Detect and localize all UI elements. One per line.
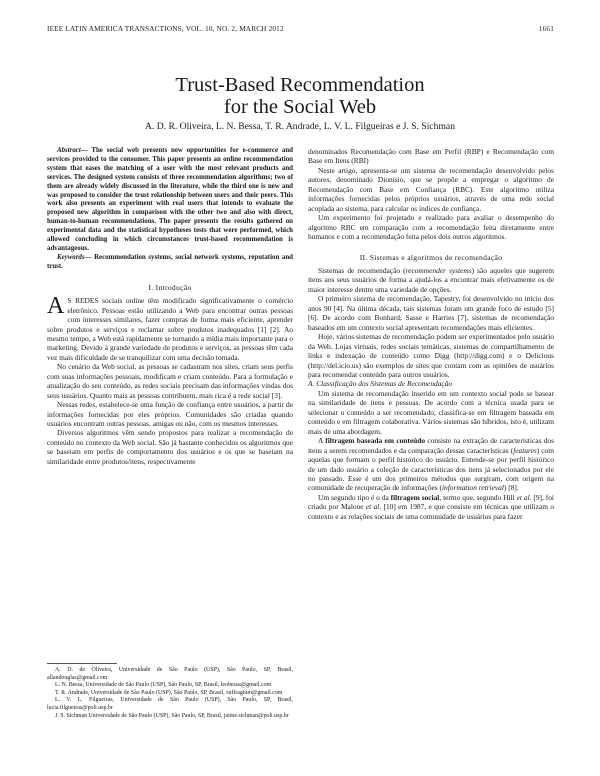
italic-term: information retrieval [442, 483, 504, 493]
italic-term: et al. [365, 502, 382, 512]
subsection-a-paragraph-2 [308, 436, 554, 493]
intro-paragraph-2: No cenário da Web social, as pessoas se cadastram nos sites, criam seus perfis com suas informações pessoais, modificam e criam conteúdo. Para a formulação e atualização do seu conteúdo, as redes sociais precisam das informações vindas dos seus usuários. Quanto mais as pessoas contribuem, mais rica é a rede social [3]. [47, 362, 293, 400]
section2-paragraph-1 [308, 266, 554, 294]
bold-term: filtragem social [390, 492, 440, 502]
italic-term: et al. [516, 492, 532, 502]
footnote-author-2: L. N. Bessa, Universidade de São Paulo (USP), São Paulo, SP, Brasil, leobessa@gmail.com [55, 682, 272, 689]
text-run: ) [8]. [503, 483, 519, 493]
title-line-1: Trust-Based Recommendation [175, 74, 425, 96]
intro-paragraph-1-text: S REDES sociais online têm modificado significativamente o comércio eletrônico. Pessoas estão utilizando a Web para encontrar outras pessoas com interesses similares, fazer compras de forma mais eficiente, aprender sobre produtos e serviços e reclamar sobre produtos inadequados [1] [2]. Ao mesmo tempo, a Web está rapidamente se tornando a mídia mais importante para o marketing. Devido à grande variedade de produtos e serviços, as pessoas têm cada vez mais dificuldade de se tranquilizar com uma decisão tomada. [47, 296, 293, 362]
subsection-a-paragraph-1: Um sistema de recomendação inserido em um contexto social pode se basear na similaridade de itens e pessoas. De acordo com a técnica usada para se selecionar o conteúdo a ser recomendado, classifica-se em filtragem baseada em conteúdo e em filtragem colaborativa. Vários sistemas são híbridos, isto é, utilizam mais de uma abordagem. [308, 388, 554, 436]
footnote-author-3: T. R. Andrade, Universidade de São Paulo (USP), São Paulo, SP, Brasil, suffragium@gmail.com [55, 689, 283, 696]
italic-term: features [513, 445, 537, 455]
subsection-heading-a: A. Classificação dos Sistemas de Recomendação [308, 379, 453, 389]
journal-name: IEEE LATIN AMERICA TRANSACTIONS, VOL. 10, NO. 2, MARCH 2012 [47, 25, 284, 33]
abstract-text: — The social web presents new opportunities for e-commerce and services provided to the consumer. This paper presents an online recommendation system that eases the matching of a user with the most relevant products and services. The designed system consists of three recommendation algorithms; two of them are already widely discussed in the literature, while the third one is new and was proposed to consider the trust relationship between users and their peers. This work also presents an experiment with real users that intends to evaluate the proposed new algorithm in comparison with the other two and also with direct, human-to-human recommendations. The paper presents the results gathered on experimental data and the statistical hypotheses tests that were performed, which allowed concluding in which circumstances trust-based recommendation is advantageous. [47, 147, 293, 252]
text-run: Sistemas de recomendação ( [318, 265, 406, 275]
keywords-label: Keywords [57, 253, 85, 261]
footnote-author-5: J. S. Sichman Universidade de São Paulo (USP), São Paulo, SP, Brasil, jaime.sichman@poli.usp.br [55, 712, 289, 719]
footnote-rule [47, 663, 117, 664]
text-run: , termo que, segundo Hill [439, 492, 517, 502]
left-column [47, 147, 293, 466]
text-run: A [318, 436, 326, 446]
footnote-author-1: A. D. de Oliveira, Universidade de São Paulo (USP), São Paulo, SP, Brasil, allandouglas@gmail.com [47, 667, 293, 681]
section2-paragraph-2: O primeiro sistema de recomendação, Tapestry, foi desenvolvido no início dos anos 90 [4]. Na última década, tais sistemas foram um grande foco de estudo [5] [6]. De acordo com Bonhard, Sasse e Harries [7], sistemas de recomendação baseados em um contexto social apresentam recomendações mais eficientes. [308, 294, 554, 332]
keywords-text: — Recommendation systems, social network systems, reputation and trust. [47, 253, 293, 270]
drop-cap: A [47, 293, 65, 320]
bold-term: filtragem baseada em conteúdo [325, 436, 426, 446]
right-column [308, 147, 554, 521]
text-run: [10] em 1987, e que consiste em técnicas que utilizam o contexto e as relações sociais de uma comunidade de usuários para fazer [308, 502, 554, 521]
continued-paragraph: denominados Recomendação com Base em Perfil (RBP) e Recomendação com Base em Itens (RBI) [308, 147, 554, 166]
section2-paragraph-3: Hoje, vários sistemas de recomendação podem ser experimentados pelo usuário da Web. Lojas virtuais, redes sociais temáticas, sistemas de compartilhamento de links e indexação de conteúdo como Digg (http://digg.com) e o Delicious (http://del.icio.us) são exemplos de sites que contam com as opiniões de usuários para recomendar conteúdo para outros usuários. [308, 332, 554, 379]
text-run: consiste na extração de características dos itens a serem recomendados e da comparação dessas características ( [308, 436, 555, 455]
footnote-author-4: L. V. L. Filgueiras, Universidade de São Paulo (USP), São Paulo, SP, Brasil, lucia.filgueiras@poli.usp.br [47, 697, 293, 711]
intro-paragraph-3: Nessas redes, estabelece-se uma função de confiança entre usuários, a partir de informações fornecidas por eles próprios. Comunidades são criadas quando usuários encontram outras pessoas, amigas ou não, com os mesmos interesses. [47, 400, 293, 429]
section-heading-recommender-systems: II. Sistemas e algoritmos de recomendação [359, 252, 503, 262]
text-run: Um segundo tipo é o da [318, 492, 391, 502]
abstract-label: Abstract [57, 147, 81, 154]
intro-paragraph-6: Um experimento foi projetado e realizado para avaliar o desempenho do algoritmo RBC em comparação com a recomendação feita diretamente entre humanos e com a recomendação feita pelos dois outros algoritmos. [308, 213, 554, 242]
text-run: ) com aquelas que formam o perfil histórico do usuário. Entende-se por perfil histórico de um dado usuário a coleção de características dos itens já selecionados por ele no passado. Esse é um dos primeiros métodos que surgiram, com origem na comunidade de recuperação de informações ( [308, 445, 554, 493]
footnotes [47, 663, 293, 720]
abstract [47, 147, 293, 254]
intro-paragraph-1 [47, 293, 293, 362]
intro-paragraph-5: Neste artigo, apresenta-se um sistema de recomendação desenvolvido pelos autores, denominado Dionísio, que se propõe a empregar o algoritmo de Recomendação com Base em Confiança (RBC). Este algoritmo utiliza informações fornecidas pelos próprios usuários, através de uma rede social acoplada ao sistema, para calcular os índices de confiança. [308, 165, 554, 213]
intro-paragraph-4: Diversos algoritmos vêm sendo propostos para realizar a recomendação de conteúdo no contexto da Web social. São já bastante conhecidos os algoritmos que se baseiam em perfis de comportamento dos usuários e os que se baseiam na similaridade entre produtos/itens, respectivamente [47, 428, 293, 466]
keywords [47, 254, 293, 272]
text-run: ) são aqueles que sugerem itens aos seus usuários de forma a ajudá-los a encontrar mais efetivamente os de maior interesse dentre uma variedade de opções. [308, 265, 554, 294]
text-run: [9], foi criado por Malone [308, 492, 554, 512]
author-list: A. D. R. Oliveira, L. N. Bessa, T. R. Andrade, L. V. L. Filgueiras e J. S. Sichman [145, 121, 455, 132]
section-heading-introduction: I. Introdução [148, 282, 192, 292]
page-number: 1661 [538, 25, 554, 33]
paper-title [0, 74, 600, 118]
title-line-2: for the Social Web [223, 96, 377, 118]
italic-term: recommender systems [405, 265, 472, 275]
subsection-a-paragraph-3 [308, 493, 554, 521]
